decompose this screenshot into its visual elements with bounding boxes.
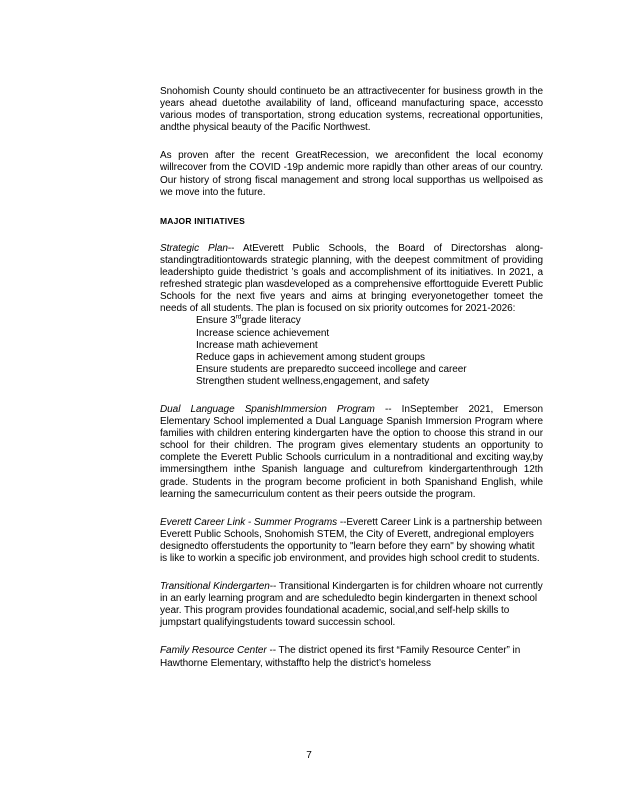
list-item	[160, 376, 543, 388]
bullet-text: Ensure students are preparedto succeed incollege and career	[196, 363, 467, 375]
transitional-kindergarten-text: -- Transitional Kindergarten is for children whoare not currently in an early learning program and are scheduledto begin kindergarten in thenext school year. This program provides foundational academic, social,and self-help skills to jumpstart qualifyingstudents toward successin school.	[160, 581, 543, 629]
document-body	[160, 86, 543, 686]
strategic-plan-section	[160, 243, 543, 404]
section-heading-major-initiatives: MAJOR INITIATIVES	[160, 215, 245, 226]
intro-paragraph-1: Snohomish County should continueto be an attractivecenter for business growth in the years ahead duetothe availability of land, officeand manufacturing space, accessto various modes of transportation, strong education systems, recreational opportunities, andthe physical beauty of the Pacific Northwest.	[160, 86, 543, 134]
strategic-plan-title: Strategic Plan	[160, 242, 228, 254]
dual-language-title: Dual Language SpanishImmersion Program	[160, 403, 375, 415]
list-item	[160, 364, 543, 376]
strategic-plan-paragraph	[160, 243, 543, 316]
page-number: 7	[306, 750, 312, 761]
family-resource-text: -- The district opened its first “Family Resource Center” in Hawthorne Elementary, withstaffto help the district’s homeless	[160, 645, 521, 669]
career-link-title: Everett Career Link - Summer Programs	[160, 516, 338, 528]
bullet-text: Strengthen student wellness,engagement, and safety	[196, 375, 430, 387]
priority-outcomes-list	[160, 315, 543, 388]
family-resource-paragraph	[160, 645, 543, 669]
bullet-text: Increase math achievement	[196, 339, 318, 351]
bullet-text: grade literacy	[241, 315, 301, 327]
intro-paragraph-2: As proven after the recent GreatRecession, we areconfident the local economy willrecover from the COVID -19p andemic more rapidly than other areas of our country. Our history of strong fiscal management and strong local supporthas us wellpoised as we move into the future.	[160, 150, 543, 198]
list-item	[160, 315, 543, 327]
list-item	[160, 340, 543, 352]
dual-language-paragraph	[160, 404, 543, 501]
list-item	[160, 328, 543, 340]
career-link-text: --Everett Career Link is a partnership between Everett Public Schools, Snohomish STEM, the City of Everett, andregional employers designedto offerstudents the opportunity to "learn before they earn" by showing whatit is like to workin a specific job environment, and provides high school credit to students.	[160, 516, 543, 564]
family-resource-title: Family Resource Center	[160, 645, 267, 657]
career-link-paragraph	[160, 517, 543, 565]
transitional-kindergarten-paragraph	[160, 581, 543, 629]
bullet-text: Increase science achievement	[196, 327, 330, 339]
list-item	[160, 352, 543, 364]
dual-language-text: -- InSeptember 2021, Emerson Elementary School implemented a Dual Language Spanish Immersion Program where families with children entering kindergarten have the option to choose this strand in our school for their children. The program gives elementary students an opportunity to complete the Everett Public Schools curriculum in a nontraditional and exciting way,by immersingthem inthe Spanish language and culturefrom kindergartenthrough 12th grade. Students in the program become proficient in both Spanishand English, while learning the samecurriculum content as their peers outside the program.	[160, 403, 544, 500]
ordinal-suffix: rd	[235, 314, 242, 322]
strategic-plan-text: -- AtEverett Public Schools, the Board of Directorshas along-standingtraditiontowards strategic planning, with the deepest commitment of providing leadershipto guide thedistrict ’s goals and accomplishment of its initiatives. In 2021, a refreshed strategic plan wasdeveloped as a comprehensive efforttoguide Everett Public Schools for the next five years and aims at bringing everyonetogether tomeet the needs of all students. The plan is focused on six priority outcomes for 2021-2026:	[160, 242, 543, 315]
transitional-kindergarten-title: Transitional Kindergarten	[160, 581, 270, 593]
bullet-text: Reduce gaps in achievement among student groups	[196, 351, 425, 363]
bullet-text: Ensure 3	[196, 315, 236, 327]
